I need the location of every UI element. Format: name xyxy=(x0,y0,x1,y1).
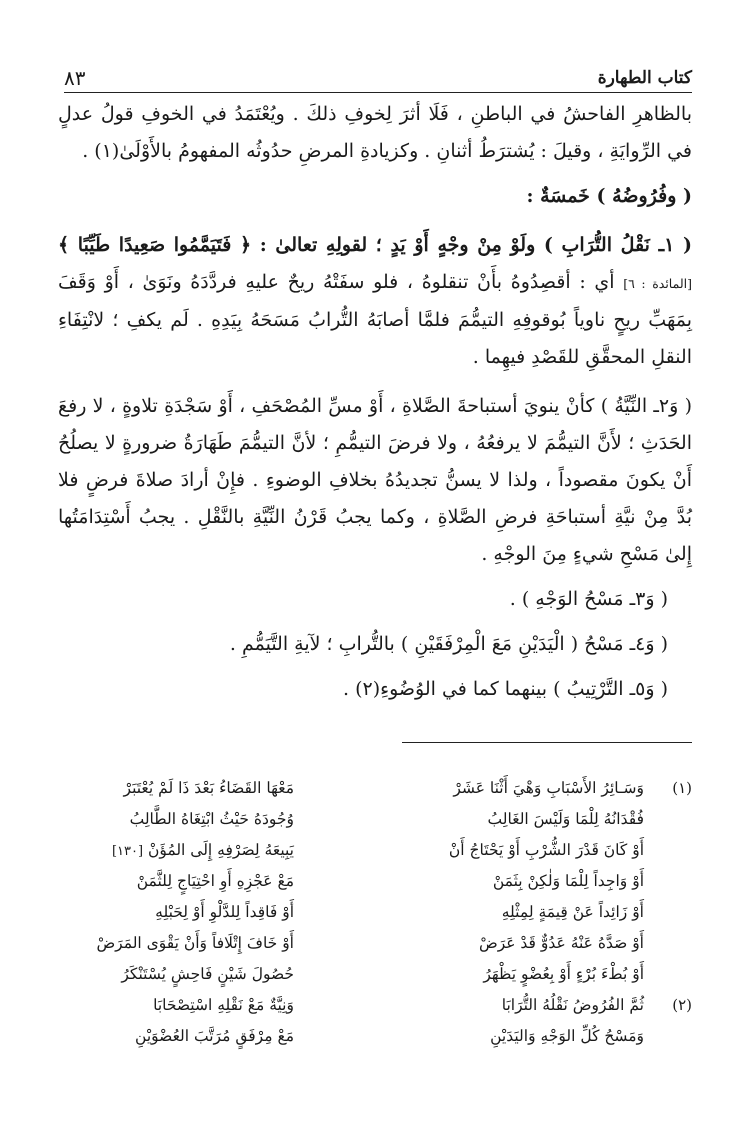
verse-second-hemistich-text: أَوْ فَاقِداً لِلدَّلْوِ أَوْ لِحَبْلِهِ xyxy=(155,902,294,921)
verse-second-hemistich xyxy=(70,903,344,921)
verse-first-hemistich: أَوْ كَانَ قَدْرَ الشُّرْبِ أَوْ يَحْتَاجُ أَنْ xyxy=(448,840,644,859)
section-heading: ( وفُرُوضُهُ ) خَمسَةٌ : xyxy=(526,185,692,207)
main-text xyxy=(58,96,692,708)
poem-verse xyxy=(70,896,692,927)
footnote-poem xyxy=(70,772,692,1051)
verse-first-hemistich: فُقْدَانُهُ لِلْمَا وَلَيْسَ الغَالِبُ xyxy=(487,809,644,828)
paragraph-3 xyxy=(58,227,692,376)
poem-verse xyxy=(70,834,692,865)
verse-first-hemistich: أَوْ وَاجِداً لِلْمَا وَلٰكِنْ بِثَمَنْ xyxy=(492,871,644,890)
footnote-number: (١) xyxy=(672,778,692,797)
verse-second-hemistich xyxy=(70,996,344,1014)
verse-number: [١٣٠] xyxy=(111,843,144,859)
verse-first-hemistich: أَوْ صَدَّهُ عَنْهُ عَدُوٌّ قَدْ عَرَضْ xyxy=(478,933,644,952)
paragraph-1: بالظاهرِ الفاحشُ في الباطنِ ، فَلَا أثرَ لِخوفِ ذلكَ . ويُعْتَمَدُ في الخوفِ قولُ عدلٍ في الرِّوايَةِ ، وقيلَ : يُشترَطُ أثنانِ . وكزيادةِ المرضِ حدُوثُه المفهومُ بالأَوْلَىٰ(١) . xyxy=(58,103,692,162)
poem-verse xyxy=(70,803,692,834)
poem-verse xyxy=(70,772,692,803)
verse-second-hemistich xyxy=(70,965,344,983)
poem-verse xyxy=(70,865,692,896)
verse-second-hemistich-text: وَنِيَّةٌ مَعْ نَقْلِهِ اسْتِصْحَابَا xyxy=(153,995,294,1014)
verse-first-hemistich: أَوْ بُطْءَ بُرْءٍ أَوْ بِعُضْوٍ يَظْهَرُ xyxy=(483,964,644,983)
verse-second-hemistich-text: مَعْ مِرْفَقٍ مُرَتَّبَ العُضْوَيْنِ xyxy=(135,1026,294,1045)
verse-second-hemistich-text: مَعْهَا القَضَاءُ بَعْدَ ذَا لَمْ يُعْتَبَرْ xyxy=(123,778,294,797)
footnote-divider xyxy=(402,742,692,743)
verse-second-hemistich xyxy=(70,1027,344,1045)
poem-verse xyxy=(70,958,692,989)
verse-second-hemistich-text: وُجُودَهُ حَيْثُ ابْتِغَاهُ الطَّالِبُ xyxy=(129,809,294,828)
paragraph-6: ( وَ٤ـ مَسْحُ ( الْيَدَيْنِ مَعَ الْمِرْفَقَيْنِ ) بالتُّرابِ ؛ لآيةِ التَّيَمُّمِ . xyxy=(229,633,668,655)
paragraph-5: ( وَ٣ـ مَسْحُ الوَجْهِ ) . xyxy=(509,588,668,610)
paragraph-4: ( وَ٢ـ النِّيَّةُ ) كأنْ ينويَ أستباحةَ الصَّلاةِ ، أَوْ مسِّ المُصْحَفِ ، أَوْ سَجْدَةِ تلاوةٍ ، لا رفعَ الحَدَثِ ؛ لأَنَّ التيمُّمَ لا يرفعُهُ ، ولا فرضَ التيمُّمِ ؛ لأنَّ التيمُّمَ طَهَارَةُ ضرورةٍ لا يصلُحُ أَنْ يكونَ مقصوداً ، ولذا لا يسنُّ تجديدُهُ بخلافِ الوضوءِ . فإِنْ أرادَ صلاةَ فرضٍ فلا بُدَّ مِنْ نيَّةِ أستباحَةِ فرضِ الصَّلاةِ ، وكما يجبُ قَرْنُ النِّيَّةِ بالنَّقْلِ . يجبُ أَسْتِدَامَتُها إِلىٰ مَسْحِ شيءٍ مِنَ الوجْهِ . xyxy=(58,395,692,565)
verse-second-hemistich xyxy=(70,779,344,797)
verse-second-hemistich-text: حُصُولَ شَيْنٍ فَاحِشٍ يُسْتَنْكَرُ xyxy=(121,964,294,983)
poem-verse xyxy=(70,1020,692,1051)
verse-first-hemistich: أَوْ زَائِداً عَنْ قِيمَةٍ لِمِثْلِهِ xyxy=(501,902,644,921)
verse-first-hemistich: وَسَـائِرُ الأَسْبَابِ وَهْيَ أَثْنَا عَشَرْ xyxy=(453,778,644,797)
paragraph-7: ( وَ٥ـ التَّرْتِيبُ ) بينهما كما في الوُضُوءِ(٢) . xyxy=(343,678,668,700)
verse-second-hemistich xyxy=(70,872,344,890)
verse-second-hemistich xyxy=(70,841,344,859)
verse-first-hemistich: ثُمَّ الفُرُوضُ نَقْلُهُ التُّرَابَا xyxy=(501,995,644,1014)
verse-second-hemistich xyxy=(70,810,344,828)
quran-citation: [المائدة : ٦] xyxy=(623,276,692,291)
quran-verse-line: ( ١ـ نَقْلُ التُّرَابِ ) ولَوْ مِنْ وجْهٍ أَوْ يَدٍ ؛ لقولِهِ تعالىٰ : ﴿ فَتَيَمَّمُوا صَعِيدًا طَيِّبًا ﴾ xyxy=(58,234,692,256)
verse-second-hemistich xyxy=(70,934,344,952)
verse-second-hemistich-text: أَوْ خَافَ إِتْلَافاً وَأَنْ يَقْوَى المَرَضْ xyxy=(96,933,294,952)
page-header xyxy=(64,58,692,93)
poem-verse xyxy=(70,927,692,958)
verse-first-hemistich: وَمَسْحُ كُلِّ الوَجْهِ وَاليَدَيْنِ xyxy=(490,1026,644,1045)
paragraph-3-continuation: أي : أقصِدُوهُ بأَنْ تنقلوهُ ، فلو سفَتْهُ ريحٌ عليهِ فردَّدَهُ ونَوَىٰ ، أَوْ وَقَفَ بِمَهَبِّ ريحٍ ناوياً بُوقوفِهِ التيمُّمَ فلمَّا أصابَهُ التُّرابُ مَسَحَهُ بِيَدِهِ . لَم يكفِ ؛ لانْتِفَاءِ النقلِ المحقَّقِ للقَصْدِ فيهِما . xyxy=(58,271,692,368)
poem-verse xyxy=(70,989,692,1020)
verse-second-hemistich-text: يَبِيعَهُ لِصَرْفِهِ إِلَى المُؤَنْ xyxy=(147,840,294,859)
book-title: كتاب الطهارة xyxy=(597,68,692,88)
footnote-number: (٢) xyxy=(672,995,692,1014)
verse-second-hemistich-text: مَعْ عَجْزِهِ أَوِ احْتِيَاجٍ لِلثَّمَنْ xyxy=(136,871,294,890)
page-number: ٨٣ xyxy=(64,66,86,90)
